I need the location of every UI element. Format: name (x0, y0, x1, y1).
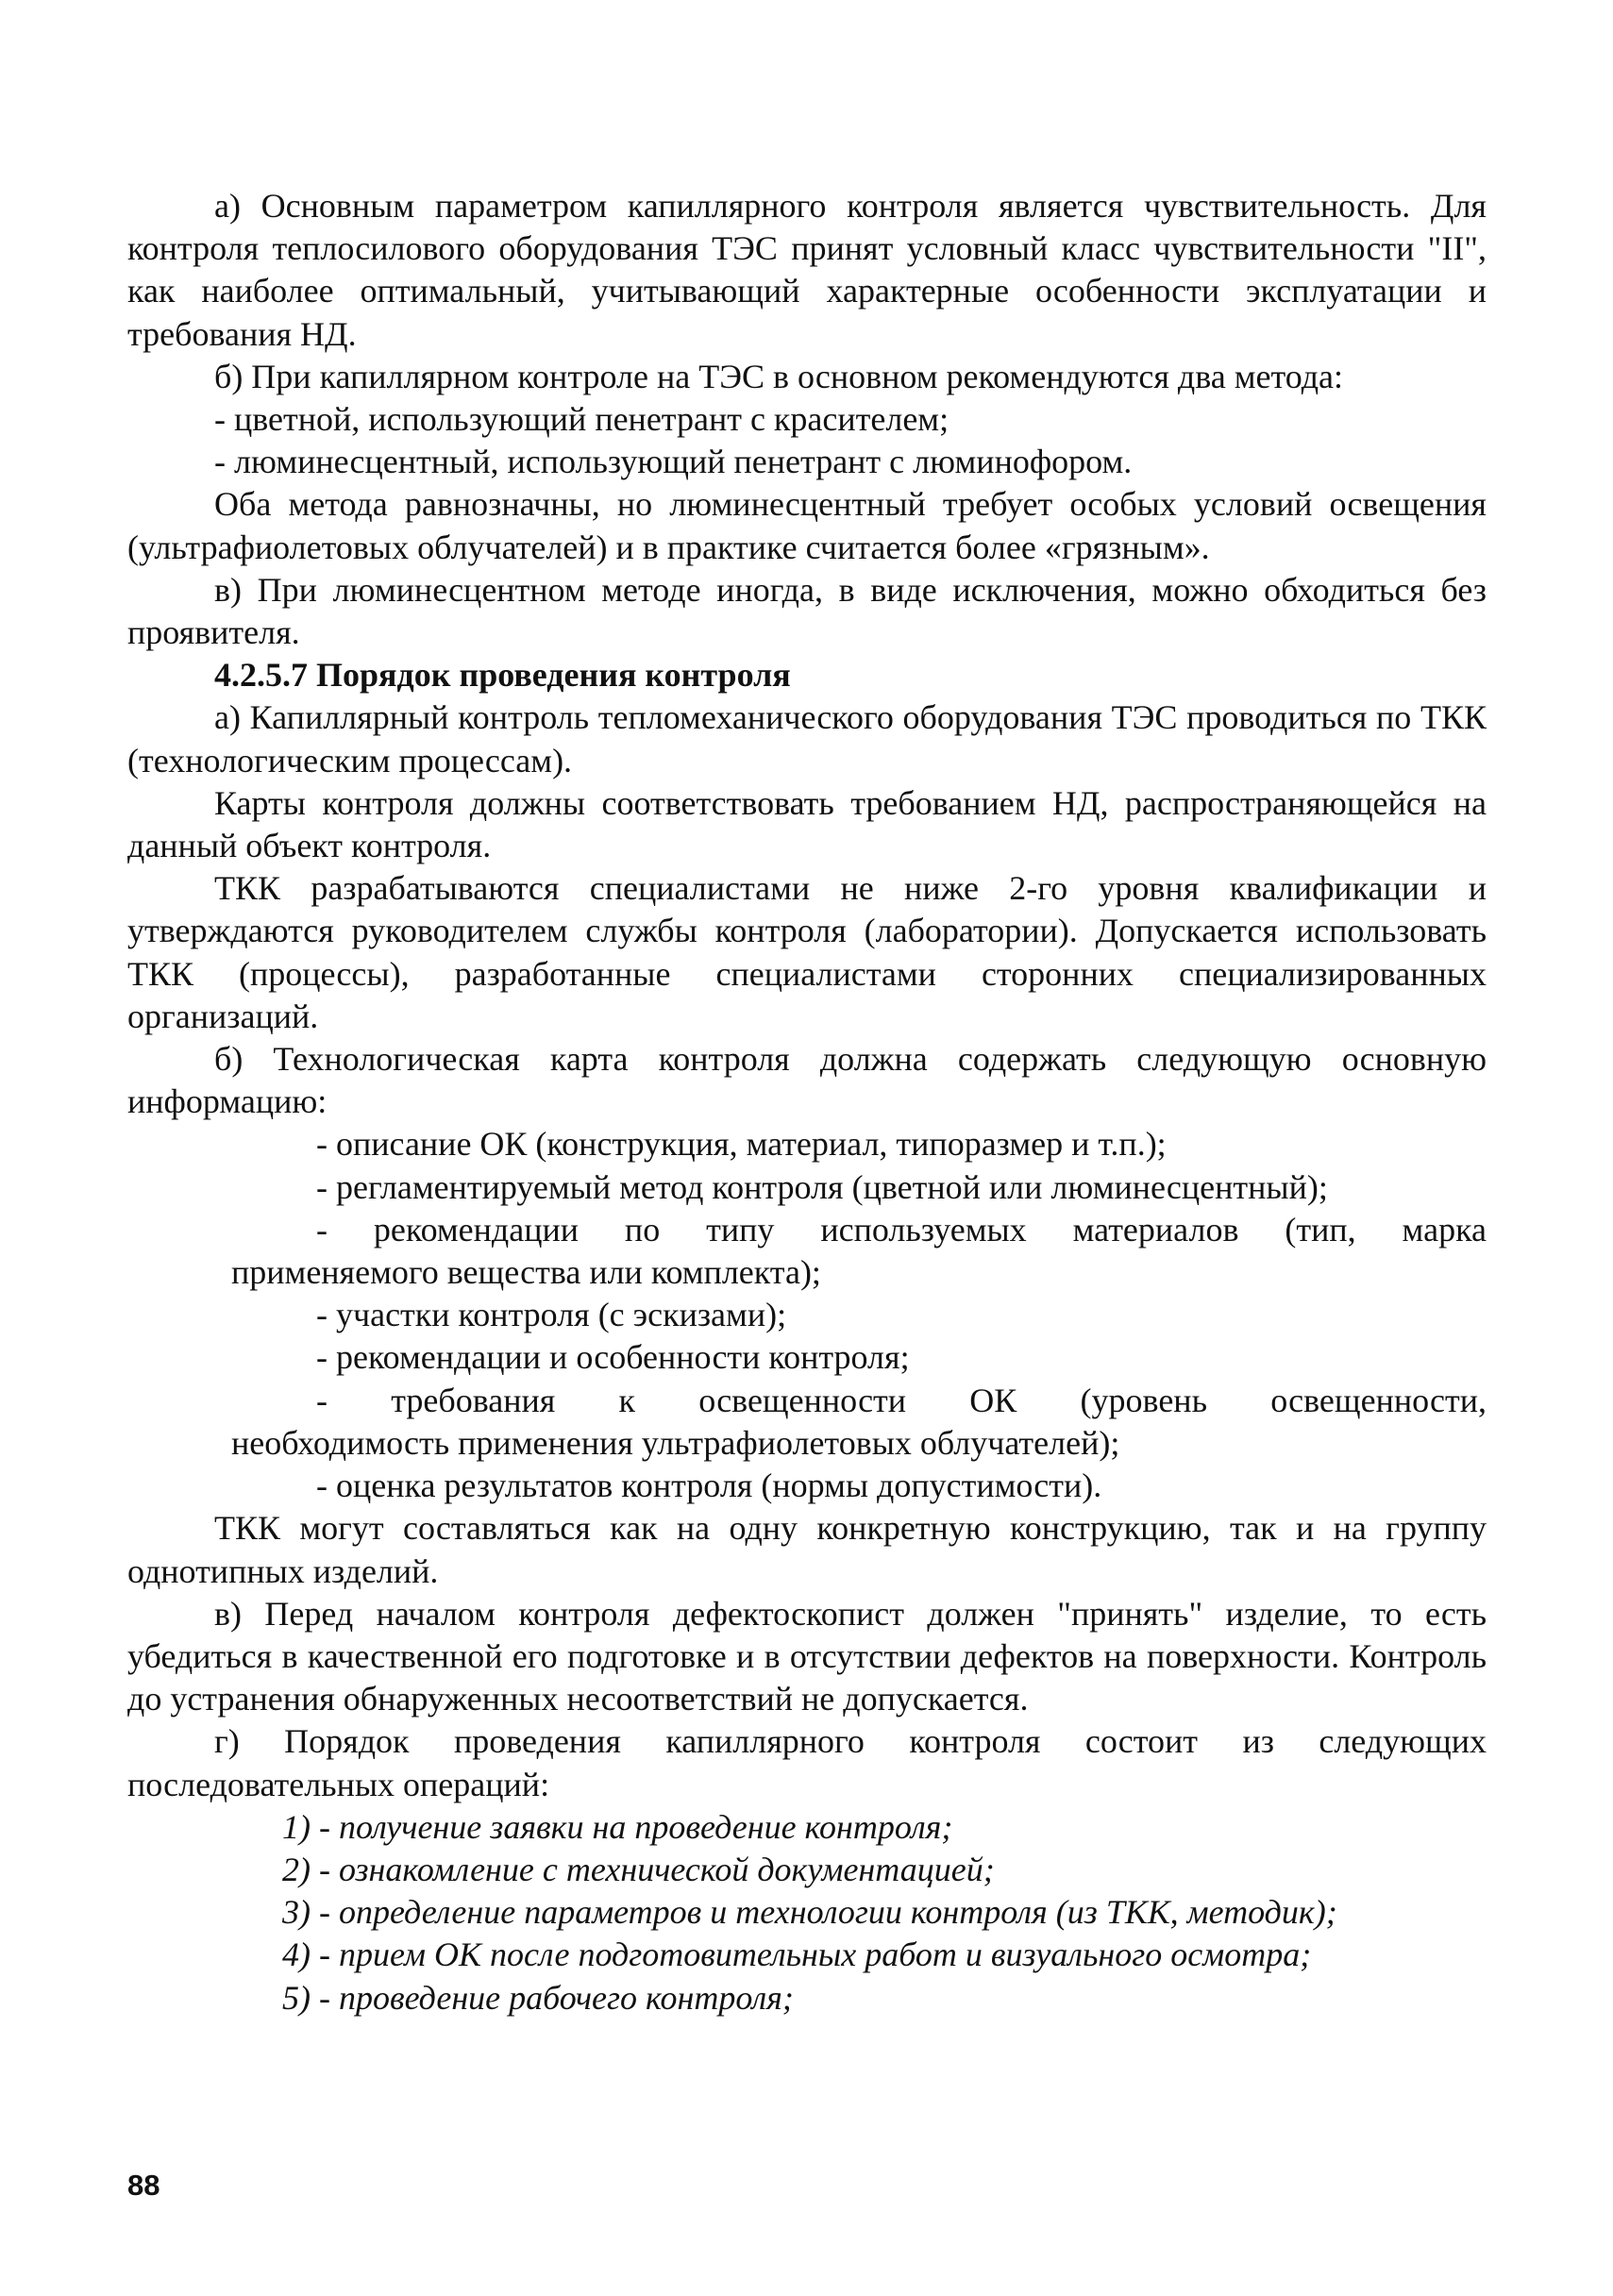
card-item: - описание ОК (конструкция, материал, типоразмер и т.п.); (316, 1125, 1167, 1164)
card-item: - оценка результатов контроля (нормы допустимости). (316, 1466, 1102, 1505)
operation-item: 2) - ознакомление с технической документацией; (282, 1850, 995, 1888)
card-item: - рекомендации по типу используемых материалов (тип, марка (316, 1210, 1487, 1249)
paragraph-both-methods: Оба метода равнозначны, но люминесцентный требует особых условий освещения (ультрафиолетовых облучателей) и в практике считается более «грязным». (127, 485, 1487, 566)
paragraph-tkk: а) Капиллярный контроль тепломеханического оборудования ТЭС проводиться по ТКК (технологическим процессам). (127, 698, 1487, 779)
operation-item: 3) - определение параметров и технологии контроля (из ТКК, методик); (282, 1893, 1337, 1932)
page-number: 88 (127, 2169, 160, 2202)
paragraph-order: г) Порядок проведения капиллярного контроля состоит из следующих последовательных операций: (127, 1722, 1487, 1803)
card-item-continuation: необходимость применения ультрафиолетовых облучателей); (231, 1423, 1120, 1462)
method-color: - цветной, использующий пенетрант с красителем; (214, 400, 949, 439)
card-item: - рекомендации и особенности контроля; (316, 1338, 910, 1377)
paragraph-accept: в) Перед началом контроля дефектоскопист должен "принять" изделие, то есть убедиться в качественной его подготовке и в отсутствии дефектов на поверхности. Контроль до устранения обнаруженных несоответствий не допускается. (127, 1594, 1487, 1718)
method-luminescent: - люминесцентный, использующий пенетрант с люминофором. (214, 443, 1133, 481)
card-item-continuation: применяемого вещества или комплекта); (231, 1253, 821, 1292)
card-item: - требования к освещенности ОК (уровень освещенности, (316, 1381, 1487, 1419)
paragraph-developer: в) При люминесцентном методе иногда, в виде исключения, можно обходиться без проявителя. (127, 570, 1487, 652)
operation-item: 4) - прием ОК после подготовительных работ и визуального осмотра; (282, 1936, 1312, 1974)
operation-item: 1) - получение заявки на проведение контроля; (282, 1807, 953, 1846)
card-item: - регламентируемый метод контроля (цветной или люминесцентный); (316, 1167, 1328, 1206)
paragraph-tkk-development: ТКК разрабатываются специалистами не ниже 2-го уровня квалификации и утверждаются руководителем службы контроля (лаборатории). Допускается использовать ТКК (процессы), разработанные специалистами сторонних специализированных организаций. (127, 869, 1487, 1035)
paragraph-sensitivity: а) Основным параметром капиллярного контроля является чувствительность. Для контроля теплосилового оборудования ТЭС принят условный класс чувствительности "II", как наиболее оптимальный, учитывающий характерные особенности эксплуатации и требования НД. (127, 187, 1487, 353)
paragraph-card-contents: б) Технологическая карта контроля должна содержать следующую основную информацию: (127, 1040, 1487, 1121)
paragraph-methods: б) При капиллярном контроле на ТЭС в основном рекомендуются два метода: (214, 357, 1343, 395)
operation-item: 5) - проведение рабочего контроля; (282, 1978, 794, 2017)
paragraph-cards: Карты контроля должны соответствовать требованием НД, распространяющейся на данный объект контроля. (127, 783, 1487, 865)
card-item: - участки контроля (с эскизами); (316, 1296, 787, 1334)
section-heading: 4.2.5.7 Порядок проведения контроля (214, 656, 791, 695)
page-body (127, 185, 1487, 2019)
paragraph-tkk-group: ТКК могут составляться как на одну конкретную конструкцию, так и на группу однотипных изделий. (127, 1509, 1487, 1590)
